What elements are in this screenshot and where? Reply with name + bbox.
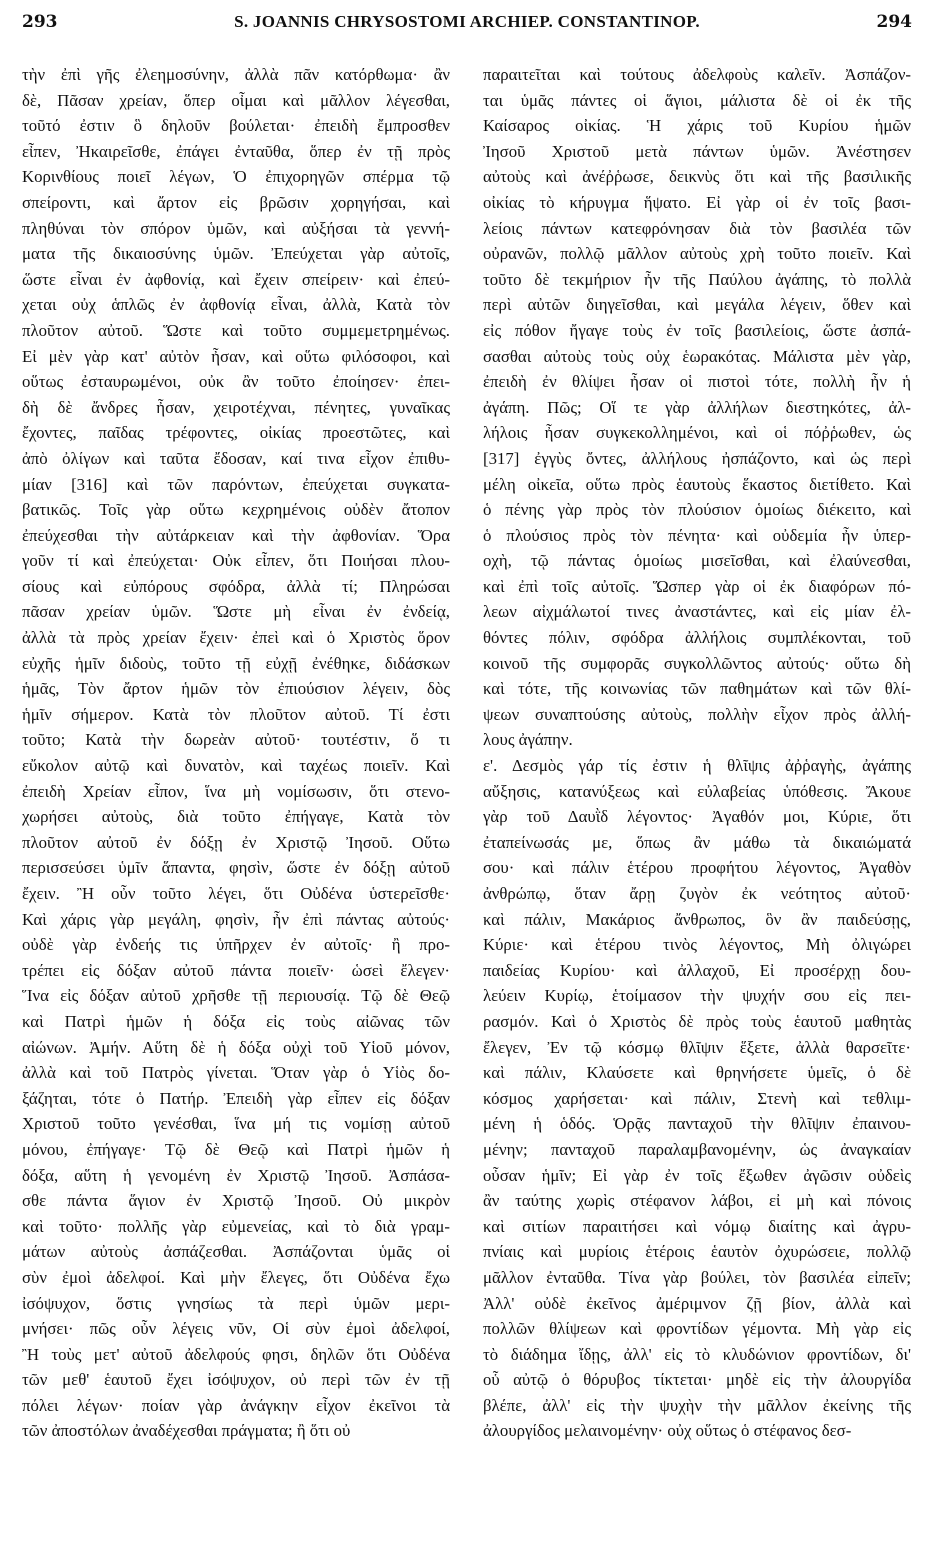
text-line: ρασμόν. Καὶ ὁ Χριστὸς δὲ πρὸς τοὺς ἑαυτοῦ μαθητὰς	[483, 1011, 911, 1031]
text-line: λήλοις ἦσαν συγκεκολλημένοι, καὶ οἱ πόῤῥωθεν, ὡς	[483, 423, 911, 443]
text-line: λεύειν Κυρίῳ, ἑτοίμασον τὴν ψυχήν σου εἰς πει-	[483, 986, 911, 1006]
text-line: κόσμος χαρήσεται· καὶ πάλιν, Στενὴ καὶ τεθλιμ-	[483, 1088, 911, 1108]
text-line: Καὶ χάρις γὰρ μεγάλη, φησὶν, ἦν ἐπὶ πάντας αὐτούς·	[22, 909, 450, 929]
text-line: δόξα, αὕτη ἡ γενομένη ἐν Χριστῷ Ἰησοῦ. Ἀσπάσα-	[22, 1165, 450, 1185]
text-line: οὐρανῶν, πολλῷ μᾶλλον αὐτοὺς χρὴ τοῦτο ποιεῖν. Καὶ	[483, 244, 911, 264]
text-line: βλέπε, ἀλλ' εἰς τὴν ψυχὴν τὴν μᾶλλον ἐκείνης τῆς	[483, 1395, 911, 1415]
text-line: παραιτεῖται καὶ τούτους ἀδελφοὺς καλεῖν. Ἀσπάζον-	[483, 65, 911, 84]
text-line: τῶν ἀποστόλων ἀναδέχεσθαι πράγματα; ἢ ὅτι οὐ	[22, 1421, 351, 1441]
text-line: καὶ τοῦτο· πολλῆς γὰρ εὐμενείας, καὶ τὸ διὰ γραμ-	[22, 1216, 450, 1236]
text-line: Κορινθίους ποιεῖ λέγων, Ὁ ἐπιχορηγῶν σπέρμα τῷ	[22, 167, 450, 187]
text-line: τὴν ἐπὶ γῆς ἐλεημοσύνην, ἀλλὰ πᾶν κατόρθωμα· ἂν	[22, 65, 450, 84]
text-line: κοινοῦ τῆς συμφορᾶς συγκολλῶντος αὐτούς· οὕτω δὴ	[483, 653, 911, 673]
text-line: ἐπειδὴ ἐν θλίψει ἦσαν οἱ πιστοὶ τότε, πολλὴ ἦν ἡ	[483, 372, 911, 392]
text-line: πληθύναι τὸν σπόρον ὑμῶν, καὶ αὐξήσαι τὰ γεννή-	[22, 218, 450, 238]
text-line: γοῦν τί καὶ ἐπεύχεται· Οὐκ εἶπεν, ὅτι Ποιήσαι πλου-	[22, 551, 450, 571]
text-line: θόντες πόλιν, σφόδρα ἀλλήλοις συμπλέκονται, τοῦ	[483, 628, 911, 648]
text-line: ὥστε εἶναι ἐν ἀφθονίᾳ, καὶ ἔχειν σπείρειν· καὶ ἐπεύ-	[22, 269, 450, 289]
text-line: ἰσόψυχον, ὅστις γνησίως τὰ περὶ ὑμῶν μερι-	[22, 1293, 450, 1313]
text-line: τοῦτο δὲ τεκμήριον ἦν τῆς Παύλου ἀγάπης, τὸ πολλὰ	[483, 269, 911, 289]
text-line: Ἵνα εἰς δόξαν αὐτοῦ χρῆσθε τῇ περιουσίᾳ. Τῷ δὲ Θεῷ	[22, 986, 450, 1006]
text-line: πνίαις καὶ μυρίοις ἑτέροις ἑαυτὸν ὀχυρώσειε, πολλῷ	[483, 1242, 911, 1262]
text-line: ἂν ταύτης χωρὶς στέφανον λάβοι, εἰ μὴ καὶ πόνοις	[483, 1191, 911, 1211]
text-line: μόνου, ἐπήγαγε· Τῷ δὲ Θεῷ καὶ Πατρὶ ἡμῶν ἡ	[22, 1139, 450, 1159]
text-line: Ἀλλ' οὐδὲ ἐκεῖνος ἀμέριμνον ζῇ βίον, ἀλλὰ καὶ	[483, 1293, 911, 1313]
text-line: τὸ διάδημα ἴδῃς, ἀλλ' εἰς τὸ κλυδώνιον φροντίδων, δι'	[483, 1344, 911, 1364]
text-line: μάτων αὐτοὺς ἀσπάζεσθαι. Ἀσπάζονται ὑμᾶς οἱ	[22, 1242, 450, 1262]
page-number-right: 294	[876, 12, 912, 32]
text-line: μένη ἡ ὁδός. Ὁρᾷς πανταχοῦ τὴν θλῖψιν ἐπαινου-	[483, 1114, 911, 1134]
text-line: ἡμῖν σήμερον. Κατὰ τὸν πλοῦτον αὐτοῦ. Τί ἐστι	[22, 704, 450, 724]
left-column	[22, 62, 450, 1444]
text-line: βατικῶς. Τοῖς γὰρ οὕτω κεχρημένοις οὐδὲν ἄτοπον	[22, 500, 450, 520]
text-line: ἐπεύχεσθαι τὴν αὐτάρκειαν καὶ τὴν ἀφθονίαν. Ὅρα	[22, 525, 450, 545]
text-line: [317] ἐγγὺς ὄντες, ἀλλήλους ἠσπάζοντο, καὶ ὡς περὶ	[483, 448, 911, 468]
text-line: ε'. Δεσμὸς γάρ τίς ἐστιν ἡ θλῖψις ἀῤῥαγὴς, ἀγάπης	[483, 756, 911, 776]
text-line: μᾶλλον ἐνταῦθα. Τίνα γὰρ βούλει, τὸν βασιλέα εἰπεῖν;	[483, 1267, 911, 1287]
text-line: οὕτως ἐσταυρωμένοι, οὐκ ἂν τοῦτο ἐποίησεν· ἐπει-	[22, 372, 450, 392]
text-line: λεων αἰχμάλωτοί τινες ἀναστάντες, καὶ εἰς μίαν ἐλ-	[483, 602, 911, 622]
text-line: ἀλουργίδος μελαινομένην· οὐχ οὕτως ὁ στέφανος δεσ-	[483, 1421, 852, 1441]
text-line: καὶ πάλιν, Κλαύσετε καὶ θρηνήσετε ὑμεῖς, ὁ δὲ	[483, 1063, 911, 1083]
text-line: αὐτοὺς καὶ ἀνέῤῥωσε, δεικνὺς ὅτι καὶ τῆς βασιλικῆς	[483, 167, 911, 187]
text-line: περισσεύσει ὑμῖν ἅπαντα, φησὶν, ὥστε ἐν δόξῃ αὐτοῦ	[22, 858, 450, 878]
text-line: ἔχειν. Ἢ οὖν τοῦτο λέγει, ὅτι Οὐδένα ὑστερεῖσθε·	[22, 884, 450, 903]
running-header	[22, 8, 912, 38]
text-line: μίαν [316] καὶ τῶν παρόντων, ἐπεύχεται συγκατα-	[22, 474, 450, 494]
text-line: Εἰ μὲν γὰρ κατ' αὐτὸν ἦσαν, καὶ οὕτω φιλόσοφοι, καὶ	[22, 346, 450, 366]
text-line: ψεων συναπτούσης αὐτοὺς, πολλὴν εἶχον πρὸς ἀλλή-	[483, 704, 911, 724]
text-line: σου· καὶ πάλιν ἑτέρου προφήτου λέγοντος, Ἀγαθὸν	[483, 858, 911, 878]
text-line: σθε πάντα ἅγιον ἐν Χριστῷ Ἰησοῦ. Οὐ μικρὸν	[22, 1191, 450, 1211]
text-line: ξάζηται, τότε ὁ Πατήρ. Ἐπειδὴ γὰρ εἶπεν εἰς δόξαν	[22, 1088, 450, 1108]
text-line: πλοῦτον αὐτοῦ ἐν δόξῃ ἐν Χριστῷ Ἰησοῦ. Οὕτω	[22, 832, 450, 852]
text-line: μνήσει· πῶς οὖν λέγεις νῦν, Οἱ σὺν ἐμοὶ ἀδελφοί,	[22, 1319, 450, 1339]
text-line: σίους καὶ εὐπόρους σφόδρα, ἀλλὰ τί; Πληρώσαι	[22, 576, 450, 596]
page-number-left: 293	[22, 12, 58, 32]
text-line: ἔλεγεν, Ἐν τῷ κόσμῳ θλῖψιν ἕξετε, ἀλλὰ θαρσεῖτε·	[483, 1037, 911, 1057]
text-line: παιδείας Κυρίου· καὶ ἀλλαχοῦ, Εἰ προσέρχῃ δου-	[483, 960, 911, 980]
text-line: ἀπὸ ὀλίγων καὶ ταῦτα ἔδοσαν, καί τινα εἶχον ἐπιθυ-	[22, 448, 450, 468]
text-line: Κύριε· καὶ ἑτέρου τινὸς λέγοντος, Μὴ ὀλιγώρει	[483, 935, 911, 955]
text-line: μένην; πανταχοῦ παραλαμβανομένην, ὡς ἀναγκαίαν	[483, 1139, 911, 1159]
text-line: χεται οὐχ ἁπλῶς ἐν ἀφθονίᾳ εἶναι, ἀλλὰ, Κατὰ τὸν	[22, 295, 450, 315]
text-line: Ἰησοῦ Χριστοῦ μετὰ πάντων ὑμῶν. Ἀνέστησεν	[483, 141, 911, 161]
right-column	[483, 62, 911, 1444]
text-line: Καίσαρος οἰκίας. Ἡ χάρις τοῦ Κυρίου ἡμῶν	[483, 116, 911, 136]
text-line: χωρήσει αὐτοὺς, διὰ τοῦτο ἐπήγαγε, Κατὰ τὸν	[22, 807, 450, 827]
text-line: ἐπειδὴ Χρείαν εἶπον, ἵνα μὴ νομίσωσιν, ὅτι στενο-	[22, 781, 450, 801]
text-line: τρέπει εἰς δόξαν αὐτοῦ πάντα ποιεῖν· ὡσεὶ ἔλεγεν·	[22, 960, 450, 980]
text-line: ἀγάπη. Πῶς; Οἵ τε γὰρ ἀλλήλων διεστηκότες, ἀλ-	[483, 397, 911, 417]
text-line: καὶ ἐπὶ τοῖς αὐτοῖς. Ὥσπερ γὰρ οἱ ἐκ διαφόρων πό-	[483, 576, 911, 596]
text-line: πλοῦτον αὐτοῦ. Ὥστε καὶ τοῦτο συμμεμετρημένως.	[22, 320, 450, 340]
running-title: S. JOANNIS CHRYSOSTOMI ARCHIEP. CONSTANTINOP.	[234, 12, 700, 31]
text-line: εἰς πόθον ἤγαγε τοὺς ἐν τοῖς βασιλείοις, ὥστε ἀσπά-	[483, 320, 911, 340]
text-line: οὖσαν ἡμῖν; Εἰ γὰρ ἐν τοῖς ἔξωθεν ἀγῶσιν οὐδεὶς	[483, 1165, 911, 1185]
text-line: οὗ αὐτῷ ὁ θόρυβος τίκτεται· μηδὲ εἰς τὴν ἀλουργίδα	[483, 1370, 911, 1390]
text-line: οἰκίας τὸ κήρυγμα ἥψατο. Εἰ γὰρ οἱ ἐν τοῖς βασι-	[483, 192, 911, 212]
text-line: ὁ πλούσιος πρὸς τὸν πένητα· καὶ οὐδεμία ἦν ὑπερ-	[483, 525, 911, 545]
text-line: καὶ σιτίων παραιτήσει καὶ νόμῳ διαίτης καὶ ἀγρυ-	[483, 1216, 911, 1236]
text-line: σασθαι αὐτοὺς τοὺς οὐχ ἑωρακότας. Μάλιστα μὲν γὰρ,	[483, 346, 911, 366]
text-line: δὴ δὲ ἄνδρες ἦσαν, χειροτέχναι, πένητες, γυναῖκας	[22, 397, 450, 417]
text-line: ἡμᾶς, Τὸν ἄρτον ἡμῶν τὸν ἐπιούσιον λέγειν, δὸς	[22, 679, 450, 699]
text-line: αἰώνων. Ἀμήν. Αὕτη δὲ ἡ δόξα οὐχὶ τοῦ Υἱοῦ μόνον,	[22, 1037, 450, 1057]
text-line: τῶν μεθ' ἑαυτοῦ ἔχει ἰσόψυχον, οὐ περὶ τῶν ἐν τῇ	[22, 1370, 450, 1390]
text-line: περὶ αὐτῶν διηγεῖσθαι, καὶ μεγάλα λέγειν, ὅθεν καὶ	[483, 295, 911, 315]
text-line: ἀλλὰ καὶ τοῦ Πατρὸς γίνεται. Ὅταν γὰρ ὁ Υἱὸς δο-	[22, 1063, 450, 1083]
text-line: οὐδὲ γὰρ ἐνδεής τις ὑπῆρχεν ἐν αὐτοῖς· ἢ προ-	[22, 935, 450, 955]
text-line: πόλει λέγων· ποίαν γὰρ ἀνάγκην εἶχον ἐκεῖνοι τὰ	[22, 1395, 450, 1415]
text-line: πολλῶν θλίψεων καὶ φροντίδων γέμοντα. Μὴ γὰρ εἰς	[483, 1319, 911, 1339]
text-line: εἶπεν, Ἠκαιρεῖσθε, ἐπάγει ἐνταῦθα, ὅπερ ἐν τῇ πρὸς	[22, 141, 450, 161]
text-line: καὶ τότε, τῆς κοινωνίας τῶν παθημάτων καὶ τῶν θλί-	[483, 679, 911, 699]
text-line: καὶ πάλιν, Μακάριος ἄνθρωπος, ὃν ἂν παιδεύσῃς,	[483, 909, 911, 929]
text-line: οχὴ, τῷ πάντας ὁμοίως μισεῖσθαι, καὶ ἐλαύνεσθαι,	[483, 551, 911, 571]
text-line: τοῦτο; Κατὰ τὴν δωρεὰν αὐτοῦ· τουτέστιν, ὅ τι	[22, 730, 450, 750]
text-line: Χριστοῦ τοῦτο γενέσθαι, ἵνα μή τις νομίσῃ αὐτοῦ	[22, 1114, 450, 1134]
text-line: αὔξησις, κατανύξεως καὶ εὐλαβείας ὑπόθεσις. Ἄκουε	[483, 781, 911, 801]
text-line: σὺν ἐμοὶ ἀδελφοί. Καὶ μὴν ἔλεγες, ὅτι Οὐδένα ἔχω	[22, 1267, 450, 1287]
text-line: ὁ πένης γὰρ πρὸς τὸν πλούσιον ὁμοίως διέκειτο, καὶ	[483, 500, 911, 520]
text-line: ἐταπείνωσάς με, ὅπως ἂν μάθω τὰ δικαιώματά	[483, 832, 911, 852]
text-line: τοῦτό ἐστιν ὃ δηλοῦν βούλεται· ἐπειδὴ ἔμπροσθεν	[22, 116, 450, 136]
text-line: ματα τῆς δικαιοσύνης ὑμῶν. Ἐπεύχεται γὰρ αὐτοῖς,	[22, 244, 450, 264]
text-line: σπείροντι, καὶ ἄρτον εἰς βρῶσιν χορηγήσαι, καὶ	[22, 192, 450, 212]
text-line: μέλη οἰκεῖα, οὕτω πρὸς ἑαυτοὺς ἕκαστος διετίθετο. Καὶ	[483, 474, 911, 494]
text-line: λείοις πάντων κατεφρόνησαν διὰ τὸν βασιλέα τῶν	[483, 218, 911, 238]
text-line: ἀλλὰ τὰ πρὸς χρείαν ἔχειν· ἐπεὶ καὶ ὁ Χριστὸς ὅρον	[22, 628, 450, 648]
text-line: λους ἀγάπην.	[483, 730, 573, 750]
text-line: γὰρ τοῦ Δαυῒδ λέγοντος· Ἀγαθόν μοι, Κύριε, ὅτι	[483, 807, 911, 827]
text-line: εὐχῆς ἡμῖν διδοὺς, τοῦτο τῇ εὐχῇ ἐνέθηκε, διδάσκων	[22, 653, 450, 673]
text-line: καὶ Πατρὶ ἡμῶν ἡ δόξα εἰς τοὺς αἰῶνας τῶν	[22, 1011, 450, 1031]
text-line: ται ὑμᾶς πάντες οἱ ἅγιοι, μάλιστα δὲ οἱ ἐκ τῆς	[483, 90, 911, 110]
text-line: εὔκολον αὐτῷ καὶ δυνατὸν, καὶ ταχέως ποιεῖν. Καὶ	[22, 756, 450, 776]
text-line: ἀνθρώπῳ, ὅταν ἄρῃ ζυγὸν ἐκ νεότητος αὐτοῦ·	[483, 884, 911, 903]
text-line: δὲ, Πᾶσαν χρείαν, ὅπερ οἶμαι καὶ μᾶλλον λέγεσθαι,	[22, 90, 450, 110]
text-line: πᾶσαν χρείαν ὑμῶν. Ὥστε μὴ εἶναι ἐν ἐνδείᾳ,	[22, 602, 450, 622]
text-line: Ἢ τοὺς μετ' αὐτοῦ ἀδελφούς φησι, δηλῶν ὅτι Οὐδένα	[22, 1344, 450, 1364]
text-line: ἔχοντες, παῖδας τρέφοντες, οἰκίας προεστῶτες, καὶ	[22, 423, 450, 443]
